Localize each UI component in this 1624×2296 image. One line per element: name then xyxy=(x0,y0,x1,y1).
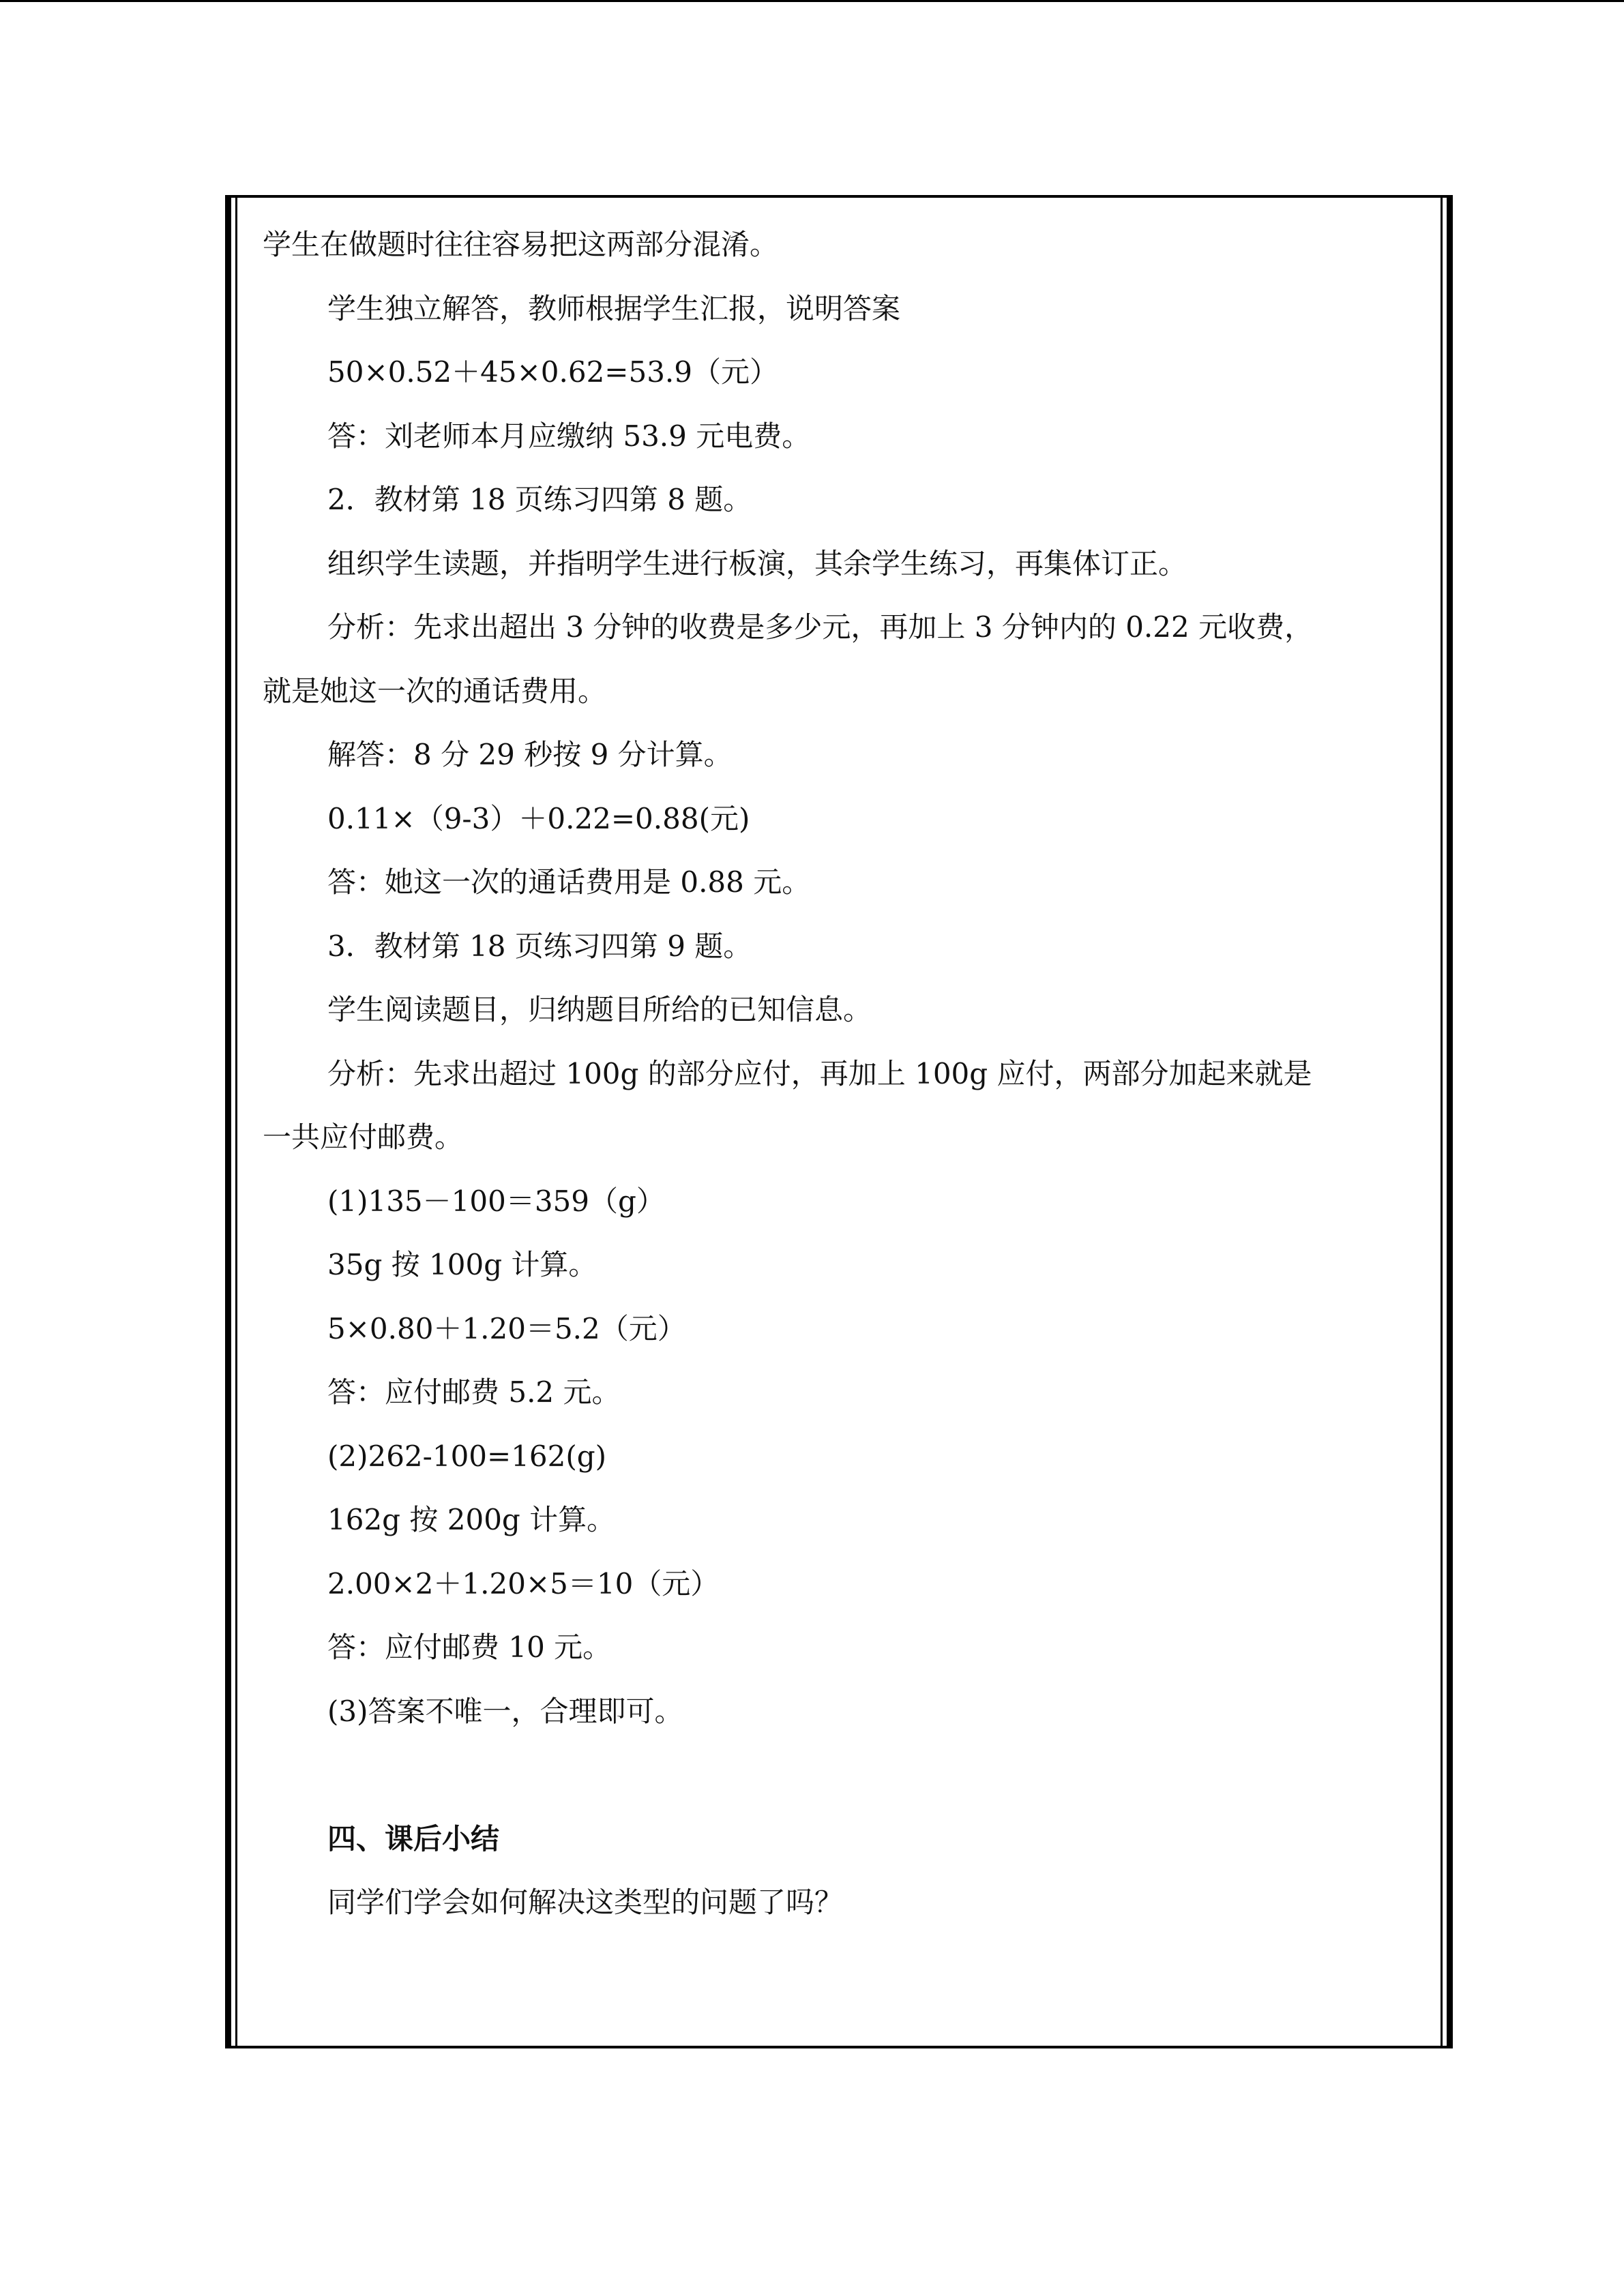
blank-line xyxy=(263,1743,1422,1807)
exercise-title: 3．教材第 18 页练习四第 9 题。 xyxy=(327,929,752,963)
page-top-rule xyxy=(0,0,1624,2)
paragraph-line: 162g 按 200g 计算。 xyxy=(327,1503,616,1536)
paragraph-line: 学生独立解答，教师根据学生汇报，说明答案 xyxy=(327,291,901,325)
equation-line: 2.00×2＋1.20×5＝10（元） xyxy=(327,1566,720,1600)
left-border-thick xyxy=(225,198,231,2046)
right-border-thick xyxy=(1447,198,1453,2046)
paragraph-line: 35g 按 100g 计算。 xyxy=(327,1248,597,1281)
exercise-title: 2．教材第 18 页练习四第 8 题。 xyxy=(327,483,752,516)
answer-line: 答：她这一次的通话费用是 0.88 元。 xyxy=(327,865,811,899)
equation-line: (2)262-100=162(g) xyxy=(327,1439,607,1473)
lesson-table-cell xyxy=(225,195,1453,2048)
solution-line: 解答：8 分 29 秒按 9 分计算。 xyxy=(327,738,733,771)
equation-line: 5×0.80＋1.20＝5.2（元） xyxy=(327,1311,686,1345)
answer-line: 答：应付邮费 5.2 元。 xyxy=(327,1375,621,1409)
analysis-line: 分析：先求出超过 100g 的部分应付，再加上 100g 应付，两部分加起来就是 xyxy=(327,1056,1312,1090)
analysis-line-continued: 一共应付邮费。 xyxy=(263,1120,464,1154)
lesson-content xyxy=(263,213,1422,1935)
analysis-line-continued: 就是她这一次的通话费用。 xyxy=(263,674,607,708)
paragraph-line: 学生在做题时往往容易把这两部分混淆。 xyxy=(263,228,779,261)
equation-line: 0.11×（9-3）＋0.22=0.88(元) xyxy=(327,801,750,835)
paragraph-line: 组织学生读题，并指明学生进行板演，其余学生练习，再集体订正。 xyxy=(327,546,1187,580)
equation-line: 50×0.52＋45×0.62=53.9（元） xyxy=(327,355,779,389)
right-border-thin xyxy=(1441,198,1443,2046)
left-border-thin xyxy=(235,198,237,2046)
section-heading: 四、课后小结 xyxy=(327,1821,500,1855)
paragraph-line: (3)答案不唯一，合理即可。 xyxy=(327,1694,683,1728)
analysis-line: 分析：先求出超出 3 分钟的收费是多少元，再加上 3 分钟内的 0.22 元收费， xyxy=(327,610,1314,644)
equation-line: (1)135－100＝359（g） xyxy=(327,1184,665,1218)
answer-line: 答：应付邮费 10 元。 xyxy=(327,1630,612,1664)
closing-question: 同学们学会如何解决这类型的问题了吗？ xyxy=(327,1885,844,1919)
answer-line: 答：刘老师本月应缴纳 53.9 元电费。 xyxy=(327,419,811,453)
paragraph-line: 学生阅读题目，归纳题目所给的已知信息。 xyxy=(327,993,872,1026)
